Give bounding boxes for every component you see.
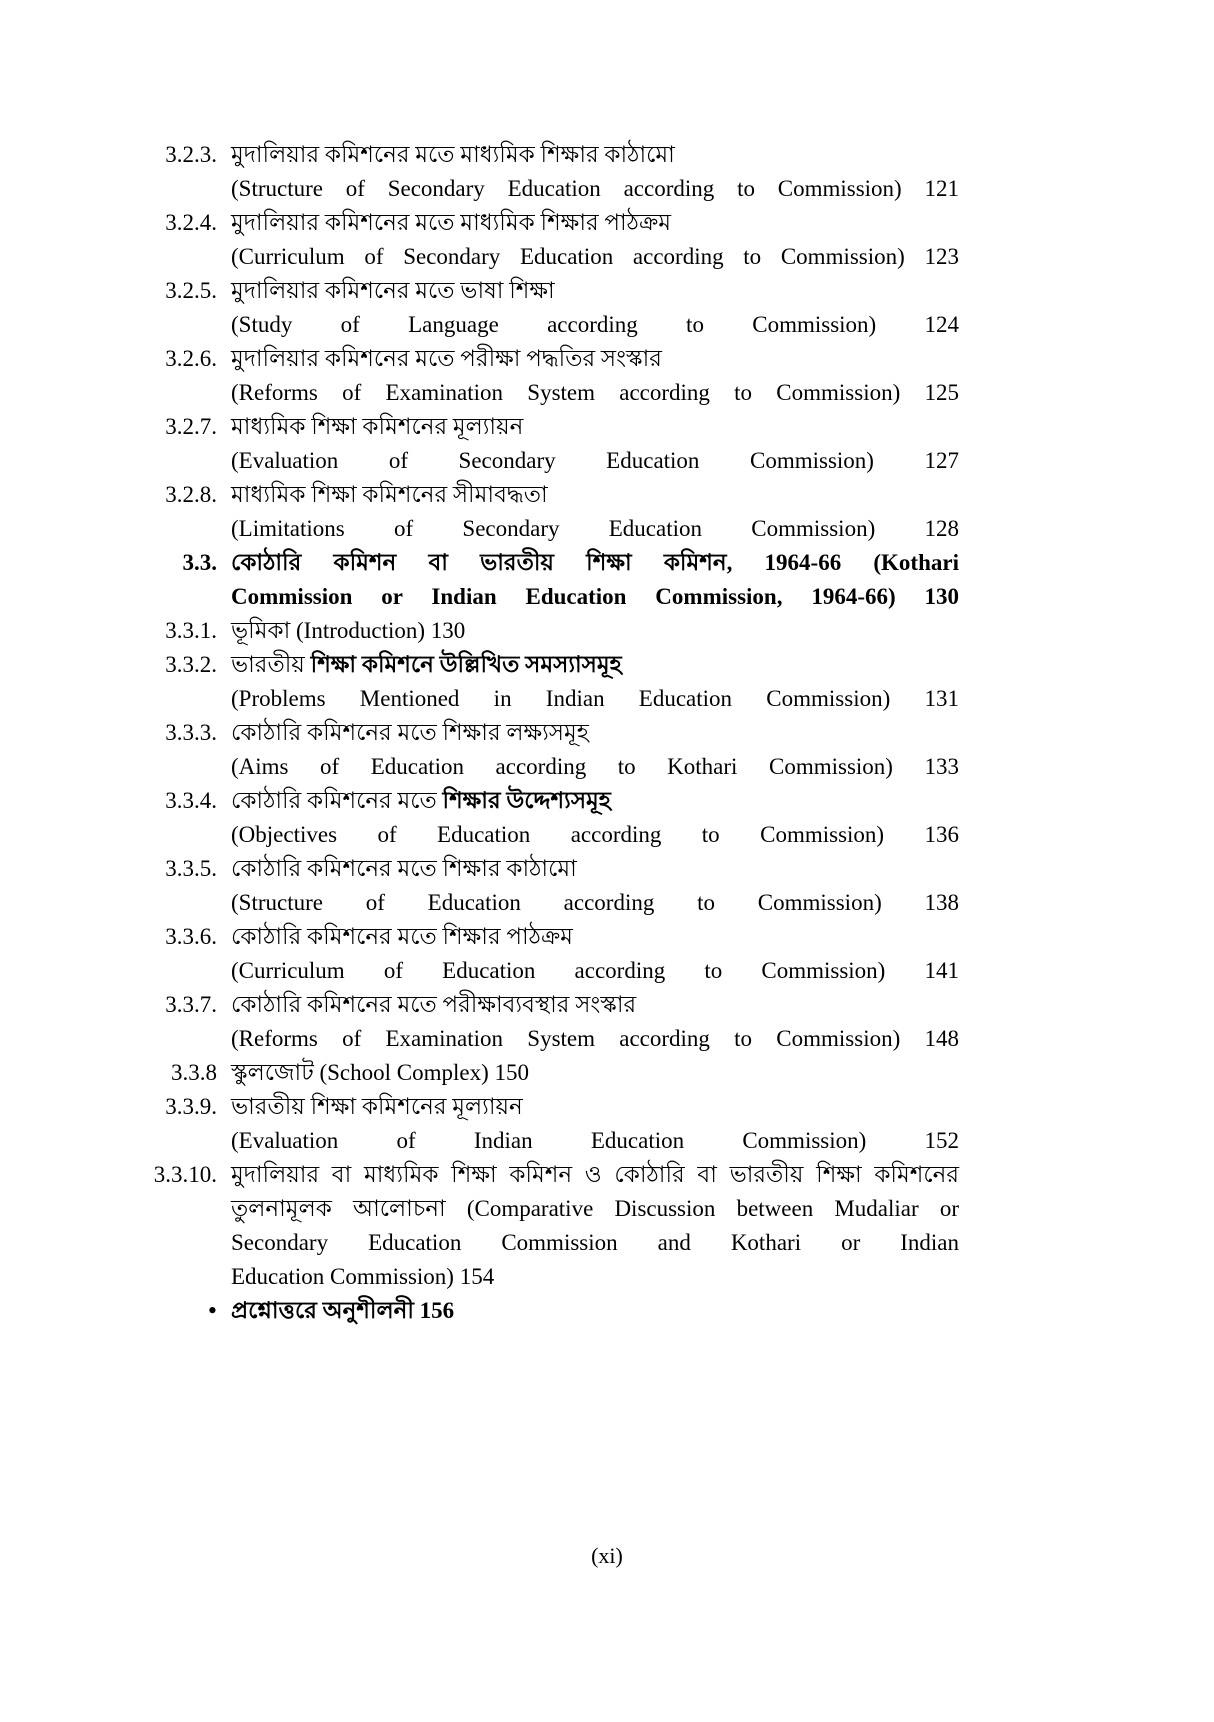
entry-content bbox=[231, 852, 959, 920]
entry-content bbox=[231, 784, 959, 852]
entry-number: 3.3.4. bbox=[165, 788, 217, 813]
entry-title-english: (Problems Mentioned in Indian Education Commission) 131 bbox=[231, 686, 959, 711]
entry-title-english: (Evaluation of Indian Education Commission) 152 bbox=[231, 1128, 959, 1153]
toc-entry-section bbox=[135, 546, 959, 614]
entry-number: 3.3.3. bbox=[165, 720, 217, 745]
entry-title-bengali bbox=[231, 784, 959, 818]
toc-bullet-item bbox=[135, 1294, 959, 1328]
entry-title: প্রশ্নোত্তরে অনুশীলনী 156 bbox=[231, 1298, 455, 1323]
entry-title-english: (Structure of Education according to Commission) 138 bbox=[231, 890, 959, 915]
entry-title-bengali-bold: শিক্ষার উদ্দেশ্যসমূহ bbox=[442, 788, 611, 813]
entry-title-bengali: কোঠারি কমিশনের মতে শিক্ষার পাঠক্রম bbox=[231, 924, 573, 949]
entry-content bbox=[231, 1090, 959, 1158]
page-number-footer: (xi) bbox=[591, 1543, 623, 1568]
entry-content bbox=[231, 342, 959, 410]
entry-number: 3.3.5. bbox=[165, 856, 217, 881]
entry-number: 3.3.2. bbox=[165, 652, 217, 677]
entry-content bbox=[231, 988, 959, 1056]
entry-number: 3.2.3. bbox=[165, 142, 217, 167]
entry-title-line1: মুদালিয়ার বা মাধ্যমিক শিক্ষা কমিশন ও কোঠারি বা ভারতীয় শিক্ষা কমিশনের bbox=[231, 1162, 959, 1187]
entry-title-bengali: কোঠারি কমিশনের মতে শিক্ষার লক্ষ্যসমূহ bbox=[231, 720, 589, 745]
entry-content bbox=[231, 546, 959, 614]
entry-content bbox=[231, 1158, 959, 1294]
entry-title-english: (Objectives of Education according to Commission) 136 bbox=[231, 822, 959, 847]
toc-entry bbox=[135, 648, 959, 716]
entry-content bbox=[231, 138, 959, 206]
entry-number: 3.3.6. bbox=[165, 924, 217, 949]
entry-number: 3.3.1. bbox=[165, 618, 217, 643]
entry-title-english: (Evaluation of Secondary Education Commission) 127 bbox=[231, 448, 959, 473]
entry-number: 3.2.5. bbox=[165, 278, 217, 303]
toc-entry bbox=[135, 478, 959, 546]
entry-content bbox=[231, 1294, 959, 1328]
entry-title-bengali-normal: ভারতীয় bbox=[231, 652, 311, 677]
entry-title-english: (Study of Language according to Commission) 124 bbox=[231, 312, 959, 337]
toc-entry bbox=[135, 342, 959, 410]
entry-title-english: (Reforms of Examination System according to Commission) 148 bbox=[231, 1026, 959, 1051]
entry-title-bengali: কোঠারি কমিশনের মতে শিক্ষার কাঠামো bbox=[231, 856, 577, 881]
entry-number: 3.3.10. bbox=[153, 1162, 217, 1187]
entry-content bbox=[231, 614, 959, 648]
bullet-icon: • bbox=[207, 1296, 217, 1325]
entry-content bbox=[231, 1056, 959, 1090]
toc-entry bbox=[135, 1090, 959, 1158]
entry-content bbox=[231, 920, 959, 988]
entry-title-english: (Reforms of Examination System according to Commission) 125 bbox=[231, 380, 959, 405]
entry-title-bengali: মুদালিয়ার কমিশনের মতে ভাষা শিক্ষা bbox=[231, 278, 555, 303]
entry-content bbox=[231, 274, 959, 342]
entry-number: 3.2.4. bbox=[165, 210, 217, 235]
entry-number: 3.2.7. bbox=[165, 414, 217, 439]
toc-entry bbox=[135, 614, 959, 648]
toc-entry bbox=[135, 138, 959, 206]
toc-entry bbox=[135, 1056, 959, 1090]
entry-title-line2: Commission or Indian Education Commission, 1964-66) 130 bbox=[231, 584, 959, 609]
toc-entry bbox=[135, 716, 959, 784]
entry-number: 3.3.9. bbox=[165, 1094, 217, 1119]
entry-title-line1: কোঠারি কমিশন বা ভারতীয় শিক্ষা কমিশন, 1964-66 (Kothari bbox=[231, 550, 959, 575]
entry-title-line4: Education Commission) 154 bbox=[231, 1264, 495, 1289]
toc-entry bbox=[135, 852, 959, 920]
toc-entry bbox=[135, 784, 959, 852]
entry-content bbox=[231, 410, 959, 478]
entry-title-english: (Curriculum of Education according to Commission) 141 bbox=[231, 958, 959, 983]
toc-entry bbox=[135, 1158, 959, 1294]
entry-content bbox=[231, 478, 959, 546]
entry-title-bengali: মাধ্যমিক শিক্ষা কমিশনের মূল্যায়ন bbox=[231, 414, 524, 439]
entry-title-bengali bbox=[231, 648, 959, 682]
entry-title-bengali: কোঠারি কমিশনের মতে পরীক্ষাব্যবস্থার সংস্কার bbox=[231, 992, 637, 1017]
toc-entry bbox=[135, 920, 959, 988]
entry-title-english: (Aims of Education according to Kothari Commission) 133 bbox=[231, 754, 959, 779]
entry-content bbox=[231, 716, 959, 784]
entry-title-bengali: মুদালিয়ার কমিশনের মতে মাধ্যমিক শিক্ষার কাঠামো bbox=[231, 142, 675, 167]
entry-number: 3.3.7. bbox=[165, 992, 217, 1017]
entry-content bbox=[231, 206, 959, 274]
entry-title-english: (Limitations of Secondary Education Commission) 128 bbox=[231, 516, 959, 541]
entry-title-bengali: ভারতীয় শিক্ষা কমিশনের মূল্যায়ন bbox=[231, 1094, 523, 1119]
entry-title-line2: তুলনামূলক আলোচনা (Comparative Discussion between Mudaliar or bbox=[231, 1196, 959, 1221]
entry-title-english: (Curriculum of Secondary Education according to Commission) 123 bbox=[231, 244, 959, 269]
entry-content bbox=[231, 648, 959, 716]
entry-number: 3.3. bbox=[182, 550, 217, 575]
toc-entry bbox=[135, 988, 959, 1056]
entry-title-bengali-bold: শিক্ষা কমিশনে উল্লিখিত সমস্যাসমূহ bbox=[310, 652, 622, 677]
entry-number: 3.2.6. bbox=[165, 346, 217, 371]
entry-number: 3.3.8 bbox=[171, 1060, 217, 1085]
toc-page bbox=[135, 138, 959, 1328]
toc-entry bbox=[135, 206, 959, 274]
entry-title: স্কুলজোট (School Complex) 150 bbox=[231, 1060, 530, 1085]
entry-title-english: (Structure of Secondary Education according to Commission) 121 bbox=[231, 176, 959, 201]
entry-title: ভূমিকা (Introduction) 130 bbox=[231, 618, 466, 643]
toc-entry bbox=[135, 410, 959, 478]
entry-title-bengali: মুদালিয়ার কমিশনের মতে মাধ্যমিক শিক্ষার পাঠক্রম bbox=[231, 210, 671, 235]
entry-number: 3.2.8. bbox=[165, 482, 217, 507]
entry-title-bengali: মাধ্যমিক শিক্ষা কমিশনের সীমাবদ্ধতা bbox=[231, 482, 548, 507]
toc-entry bbox=[135, 274, 959, 342]
entry-title-line3: Secondary Education Commission and Kothari or Indian bbox=[231, 1230, 959, 1255]
entry-title-bengali-normal: কোঠারি কমিশনের মতে bbox=[231, 788, 443, 813]
entry-title-bengali: মুদালিয়ার কমিশনের মতে পরীক্ষা পদ্ধতির সংস্কার bbox=[231, 346, 662, 371]
